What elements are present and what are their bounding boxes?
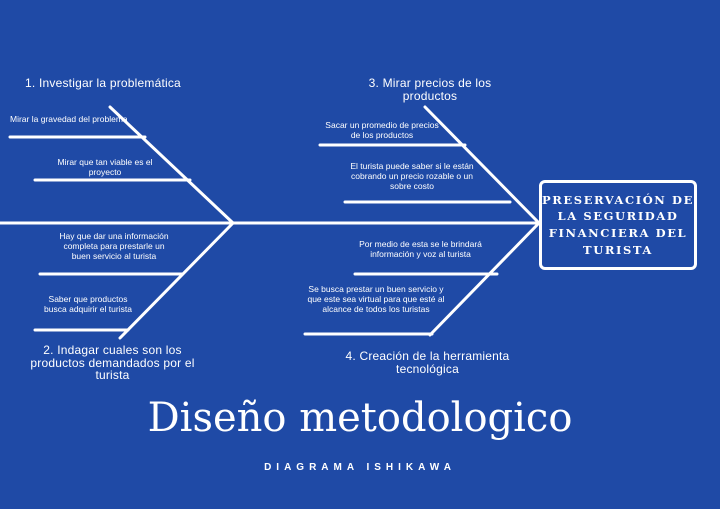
cause-text-2-2: Saber que productos busca adquirir el turista [44, 294, 132, 314]
category-label-4: 4. Creación de la herramienta tecnológica [345, 349, 510, 376]
cause-text-4-2: Se busca prestar un buen servicio y que este sea virtual para que esté al alcance de todos los turistas [307, 284, 445, 314]
cause-text-3-2: El turista puede saber si le están cobrando un precio rozable o un sobre costo [350, 161, 474, 191]
page-title: Diseño metodologico [147, 395, 573, 441]
effect-label: PRESERVACIÓN DE LA SEGURIDAD FINANCIERA DEL TURISTA [542, 192, 694, 257]
category-label-3: 3. Mirar precios de los productos [368, 76, 492, 103]
effect-box [539, 180, 697, 270]
cause-text-1-1: Mirar la gravedad del problema [10, 114, 128, 124]
category-label-1: 1. Investigar la problemática [25, 76, 181, 90]
cause-text-2-1: Hay que dar una información completa para prestarle un buen servicio al turista [59, 231, 169, 261]
page-subtitle: DIAGRAMA ISHIKAWA [264, 462, 456, 473]
category-label-2: 2. Indagar cuales son los productos demandados por el turista [30, 343, 195, 383]
cause-text-3-1: Sacar un promedio de precios de los productos [325, 120, 439, 140]
cause-text-1-2: Mirar que tan viable es el proyecto [57, 157, 153, 177]
cause-text-4-1: Por medio de esta se le brindará información y voz al turista [359, 239, 482, 259]
